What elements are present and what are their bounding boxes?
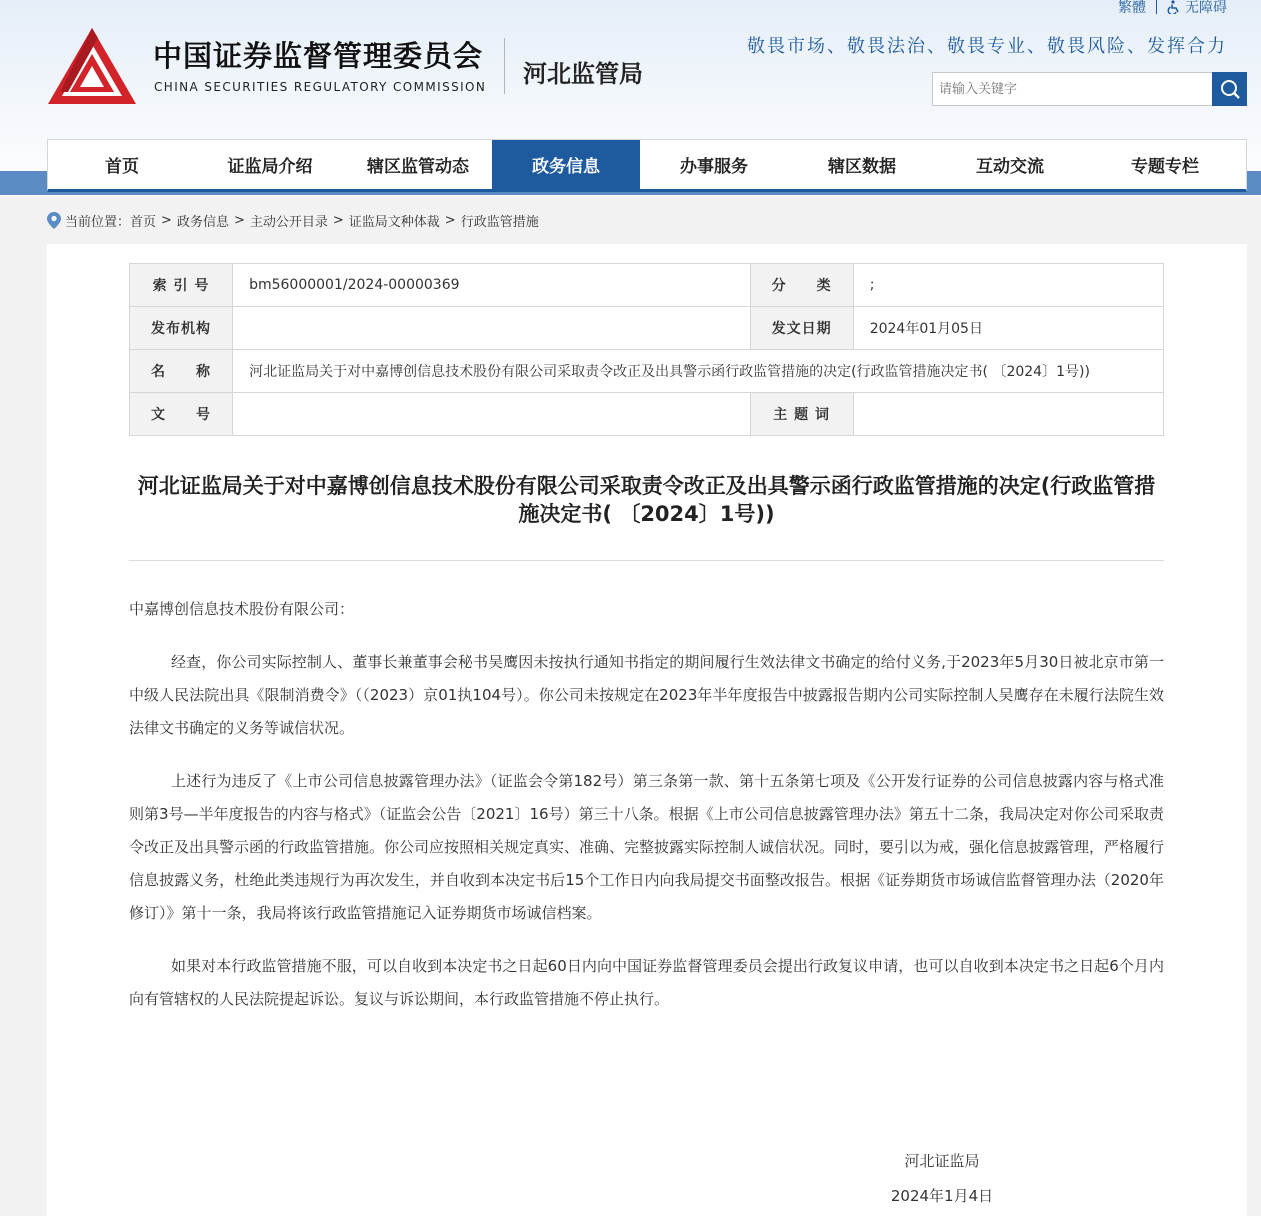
table-row bbox=[130, 393, 1164, 436]
publisher-value bbox=[233, 307, 751, 350]
nav-government-info[interactable]: 政务信息 bbox=[492, 140, 640, 189]
docno-value bbox=[233, 393, 751, 436]
nav-regional-data[interactable]: 辖区数据 bbox=[828, 157, 896, 177]
nav-interaction[interactable]: 互动交流 bbox=[976, 157, 1044, 177]
accessibility-label: 无障碍 bbox=[1185, 0, 1227, 16]
content-panel bbox=[47, 244, 1247, 1216]
table-row bbox=[130, 350, 1164, 393]
article-title: 河北证监局关于对中嘉博创信息技术股份有限公司采取责令改正及出具警示函行政监管措施的决定(行政监管措施决定书( 〔2024〕1号)) bbox=[137, 474, 1156, 526]
nav-regional-news[interactable]: 辖区监管动态 bbox=[367, 157, 469, 177]
category-label: 分 类 bbox=[750, 264, 853, 307]
search-input[interactable] bbox=[932, 72, 1213, 106]
keywords-value bbox=[853, 393, 1163, 436]
search-button[interactable] bbox=[1212, 72, 1247, 106]
bureau-name: 河北监管局 bbox=[523, 60, 643, 88]
utility-divider bbox=[1156, 0, 1157, 14]
breadcrumb-government-info[interactable]: 政务信息 bbox=[176, 214, 229, 230]
index-label: 索 引 号 bbox=[130, 264, 233, 307]
article-body bbox=[129, 593, 1164, 1036]
nav-home[interactable]: 首页 bbox=[105, 157, 139, 177]
table-row bbox=[130, 264, 1164, 307]
publisher-label: 发布机构 bbox=[130, 307, 233, 350]
csrc-logo-icon[interactable] bbox=[46, 26, 138, 106]
keywords-label: 主 题 词 bbox=[750, 393, 853, 436]
breadcrumb-home[interactable]: 首页 bbox=[130, 214, 157, 230]
date-value: 2024年01月05日 bbox=[853, 307, 1163, 350]
title-divider bbox=[129, 560, 1164, 561]
utility-links bbox=[1118, 0, 1227, 16]
nav-services[interactable]: 办事服务 bbox=[680, 157, 748, 177]
accessibility-icon bbox=[1167, 0, 1181, 14]
traditional-chinese-link[interactable]: 繁體 bbox=[1118, 0, 1146, 16]
category-value: ; bbox=[853, 264, 1163, 307]
breadcrumb-public-catalog[interactable]: 主动公开目录 bbox=[249, 214, 328, 230]
nav-bureau-intro[interactable]: 证监局介绍 bbox=[227, 157, 313, 177]
name-value: 河北证监局关于对中嘉博创信息技术股份有限公司采取责令改正及出具警示函行政监管措施的决定(行政监管措施决定书( 〔2024〕1号)) bbox=[233, 350, 1164, 393]
article-paragraph: 如果对本行政监管措施不服，可以自收到本决定书之日起60日内向中国证券监督管理委员会提出行政复议申请，也可以自收到本决定书之日起6个月内向有管辖权的人民法院提起诉讼。复议与诉讼期间，本行政监管措施不停止执行。 bbox=[129, 957, 1164, 1008]
article-salutation: 中嘉博创信息技术股份有限公司： bbox=[129, 600, 355, 618]
nav-special-topics[interactable]: 专题专栏 bbox=[1131, 157, 1199, 177]
date-label: 发文日期 bbox=[750, 307, 853, 350]
main-nav bbox=[47, 139, 1247, 192]
breadcrumb-prefix: 当前位置： bbox=[65, 214, 131, 230]
breadcrumb-separator: > bbox=[444, 212, 456, 228]
signature-org: 河北证监局 bbox=[904, 1152, 980, 1170]
index-value: bm56000001/2024-00000369 bbox=[233, 264, 751, 307]
logo-divider bbox=[504, 38, 505, 94]
name-label: 名 称 bbox=[130, 350, 233, 393]
slogan: 敬畏市场、敬畏法治、敬畏专业、敬畏风险、发挥合力 bbox=[747, 36, 1227, 57]
breadcrumb-current[interactable]: 行政监管措施 bbox=[460, 214, 539, 230]
org-name-cn: 中国证券监督管理委员会 bbox=[153, 39, 484, 73]
article-paragraph: 上述行为违反了《上市公司信息披露管理办法》（证监会令第182号）第三条第一款、第十五条第七项及《公开发行证券的公司信息披露内容与格式准则第3号—半年度报告的内容与格式》（证监会公告〔2021〕16号）第三十八条。根据《上市公司信息披露管理办法》第五十二条，我局决定对你公司采取责令改正及出具警示函的行政监管措施。你公司应按照相关规定真实、准确、完整披露实际控制人诚信状况。同时，要引以为戒，强化信息披露管理，严格履行信息披露义务，杜绝此类违规行为再次发生，并自收到本决定书后15个工作日内向我局提交书面整改报告。根据《证券期货市场诚信监督管理办法（2020年修订）》第十一条，我局将该行政监管措施记入证券期货市场诚信档案。 bbox=[129, 772, 1165, 922]
breadcrumb bbox=[47, 210, 539, 230]
breadcrumb-doc-types[interactable]: 证监局文种体裁 bbox=[348, 214, 440, 230]
docno-label: 文 号 bbox=[130, 393, 233, 436]
org-name-en: CHINA SECURITIES REGULATORY COMMISSION bbox=[154, 80, 487, 94]
article-paragraph: 经查，你公司实际控制人、董事长兼董事会秘书吴鹰因未按执行通知书指定的期间履行生效法律文书确定的给付义务,于2023年5月30日被北京市第一中级人民法院出具《限制消费令》（（2023）京01执104号）。你公司未按规定在2023年半年度报告中披露报告期内公司实际控制人吴鹰存在未履行法院生效法律文书确定的义务等诚信状况。 bbox=[129, 653, 1164, 737]
location-pin-icon bbox=[47, 212, 61, 229]
table-row bbox=[130, 307, 1164, 350]
breadcrumb-separator: > bbox=[233, 212, 245, 228]
signature-date: 2024年1月4日 bbox=[890, 1187, 994, 1205]
search-icon bbox=[1219, 78, 1241, 100]
accessibility-link[interactable] bbox=[1167, 0, 1227, 17]
document-meta-table bbox=[129, 263, 1164, 436]
breadcrumb-separator: > bbox=[161, 212, 172, 228]
breadcrumb-separator: > bbox=[332, 212, 344, 228]
signature-block bbox=[877, 1144, 1007, 1214]
